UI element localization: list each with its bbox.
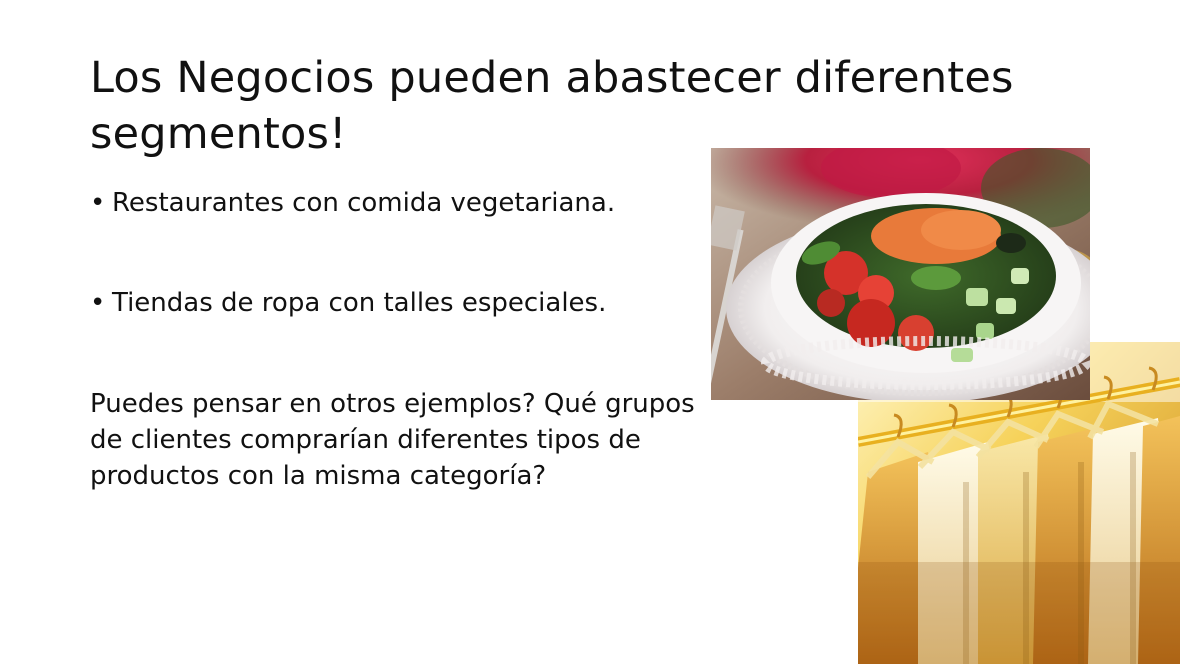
bullet-dot-icon: • bbox=[90, 288, 106, 318]
bullet-dot-icon: • bbox=[90, 188, 106, 218]
question-paragraph: Puedes pensar en otros ejemplos? Qué grupos de clientes comprarían diferentes tipos de productos con la misma categoría? bbox=[90, 389, 695, 491]
bullet-text: Tiendas de ropa con talles especiales. bbox=[112, 288, 607, 318]
bullet-text: Restaurantes con comida vegetariana. bbox=[112, 188, 616, 218]
bullet-list bbox=[90, 186, 615, 386]
salad-illustration bbox=[711, 148, 1090, 400]
slide-title: Los Negocios pueden abastecer diferentes segmentos! bbox=[90, 53, 1014, 159]
bullet-item-clothing bbox=[90, 286, 615, 320]
bullet-item-vegetarian bbox=[90, 186, 615, 220]
salad-photo bbox=[711, 148, 1090, 400]
